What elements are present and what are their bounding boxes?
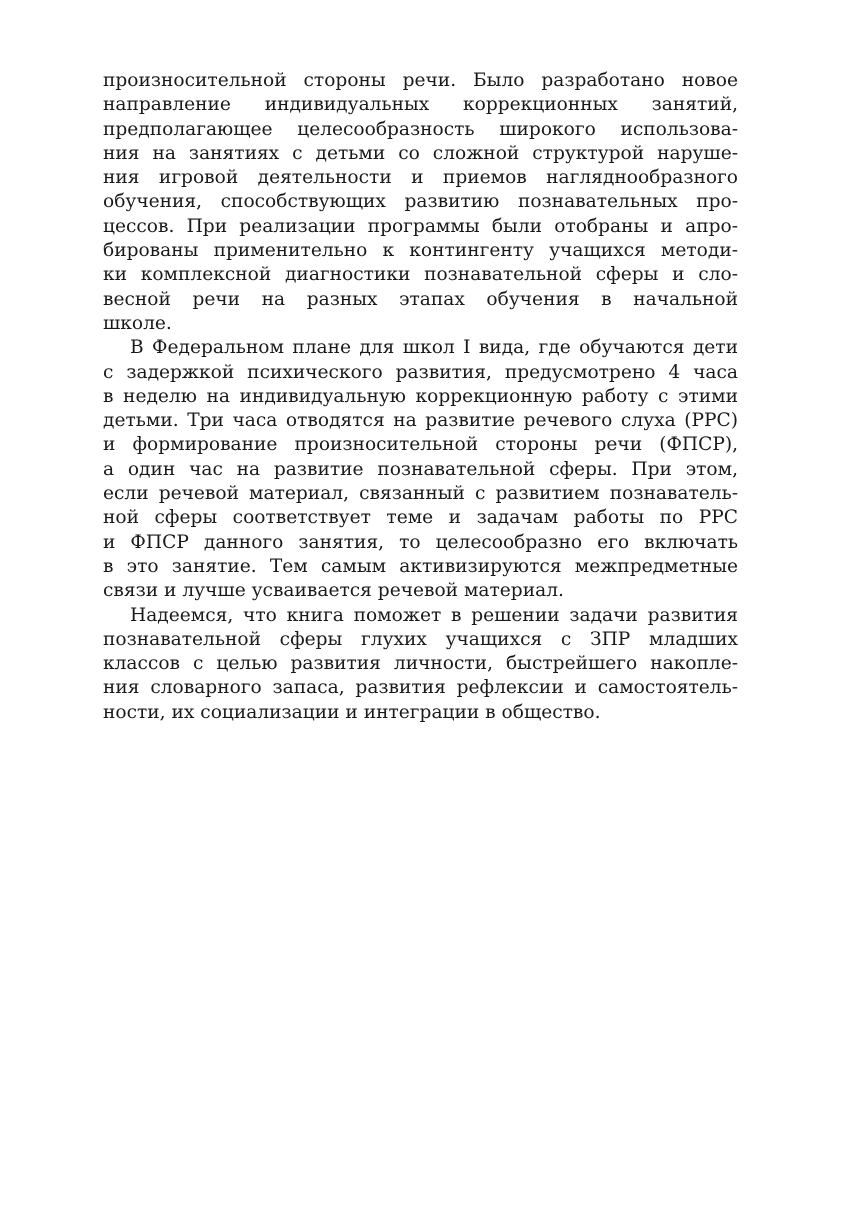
paragraph-3 (103, 604, 738, 725)
text-line: весной речи на разных этапах обучения в начальной (103, 288, 738, 310)
paragraph-1 (103, 69, 738, 336)
text-line: ности, их социализации и интеграции в общество. (103, 701, 601, 723)
text-line: в это занятие. Тем самым активизируются межпредметные (103, 555, 738, 577)
text-line: школе. (103, 312, 172, 334)
paragraph-2 (103, 336, 738, 603)
text-line: ной сферы соответствует теме и задачам работы по РРС (103, 507, 738, 529)
text-line: произносительной стороны речи. Было разработано новое (103, 70, 738, 91)
text-line: Надеемся, что книга поможет в решении задачи развития (130, 604, 738, 626)
text-line: направление индивидуальных коррекционных занятий, (103, 94, 738, 116)
text-line: обучения, способствующих развитию познавательных про- (103, 191, 738, 213)
text-line: связи и лучше усваивается речевой материал. (103, 580, 564, 602)
text-line: ки комплексной диагностики познавательной сферы и сло- (103, 264, 738, 286)
text-line: в неделю на индивидуальную коррекционную работу с этими (103, 385, 738, 407)
text-line: и формирование произносительной стороны речи (ФПСР), (103, 434, 738, 456)
text-line: бированы применительно к контингенту учащихся методи- (103, 240, 738, 262)
text-line: В Федеральном плане для школ I вида, где обучаются дети (130, 337, 738, 359)
text-line: и ФПСР данного занятия, то целесообразно его включать (103, 531, 738, 553)
document-page (103, 69, 738, 725)
text-line: а один час на развитие познавательной сферы. При этом, (103, 458, 738, 480)
text-line: предполагающее целесообразность широкого использова- (103, 118, 738, 140)
text-line: ния словарного запаса, развития рефлексии и самостоятель- (103, 677, 738, 699)
text-line: детьми. Три часа отводятся на развитие речевого слуха (РРС) (103, 410, 738, 432)
text-line: если речевой материал, связанный с развитием познаватель- (103, 483, 738, 505)
text-line: ния на занятиях с детьми со сложной структурой наруше- (103, 142, 738, 164)
text-line: цессов. При реализации программы были отобраны и апро- (103, 215, 738, 237)
text-line: познавательной сферы глухих учащихся с ЗПР младших (103, 628, 738, 650)
text-line: с задержкой психического развития, предусмотрено 4 часа (103, 361, 738, 383)
text-line: классов с целью развития личности, быстрейшего накопле- (103, 653, 738, 675)
text-line: ния игровой деятельности и приемов нагляднообразного (103, 167, 738, 189)
